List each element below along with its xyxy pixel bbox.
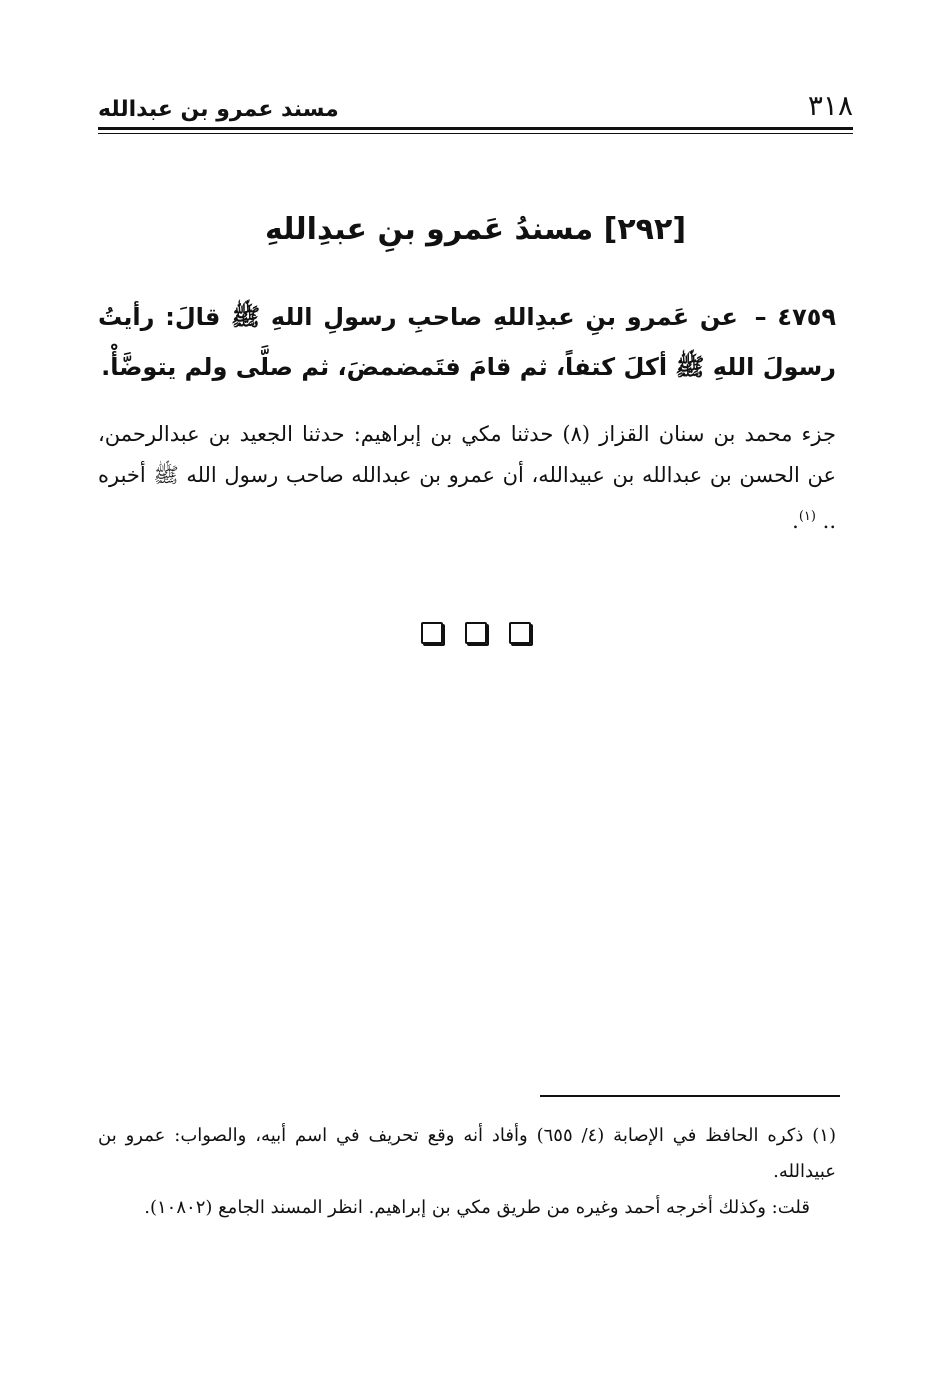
header-rule-thin — [98, 133, 853, 134]
running-head — [98, 86, 853, 122]
section-heading: [٢٩٢] مسندُ عَمرو بنِ عبدِاللهِ — [264, 212, 687, 247]
hadith-text: عن عَمرو بنِ عبدِاللهِ صاحبِ رسولِ اللهِ ﷺ قالَ: رأيتُ رسولَ اللهِ ﷺ أكلَ كتفاً، ثم قامَ فتَمضمضَ، ثم صلَّى ولم يتوضَّأْ. — [98, 303, 836, 381]
source-paragraph — [98, 414, 836, 542]
square-ornament-icon — [509, 622, 531, 644]
square-ornament-icon — [465, 622, 487, 644]
hadith-number: ٤٧٥٩ – — [754, 303, 837, 331]
header-rule-thick — [98, 127, 853, 130]
section-separator — [0, 622, 951, 644]
source-text: جزء محمد بن سنان القزاز (٨) حدثنا مكي بن إبراهيم: حدثنا الجعيد بن عبدالرحمن، عن الحسن بن عبدالله بن عبيدالله، أن عمرو بن عبدالله صاحب رسول الله ﷺ أخبره .. — [98, 422, 836, 533]
square-ornament-icon — [421, 622, 443, 644]
hadith-paragraph — [98, 292, 836, 392]
page-number: ٣١٨ — [807, 89, 853, 122]
source-end: . — [792, 509, 799, 533]
footnotes — [98, 1118, 836, 1226]
footnote-1-note: قلت: وكذلك أخرجه أحمد وغيره من طريق مكي بن إبراهيم. انظر المسند الجامع (١٠٨٠٢). — [144, 1197, 810, 1218]
footnote-1: (١) ذكره الحافظ في الإصابة (٤/ ٦٥٥) وأفاد أنه وقع تحريف في اسم أبيه، والصواب: عمرو بن عبيدالله. — [98, 1125, 836, 1182]
footnote-rule — [540, 1095, 840, 1097]
footnote-reference[interactable]: (١) — [798, 509, 816, 524]
running-head-title: مسند عمرو بن عبدالله — [98, 97, 339, 122]
